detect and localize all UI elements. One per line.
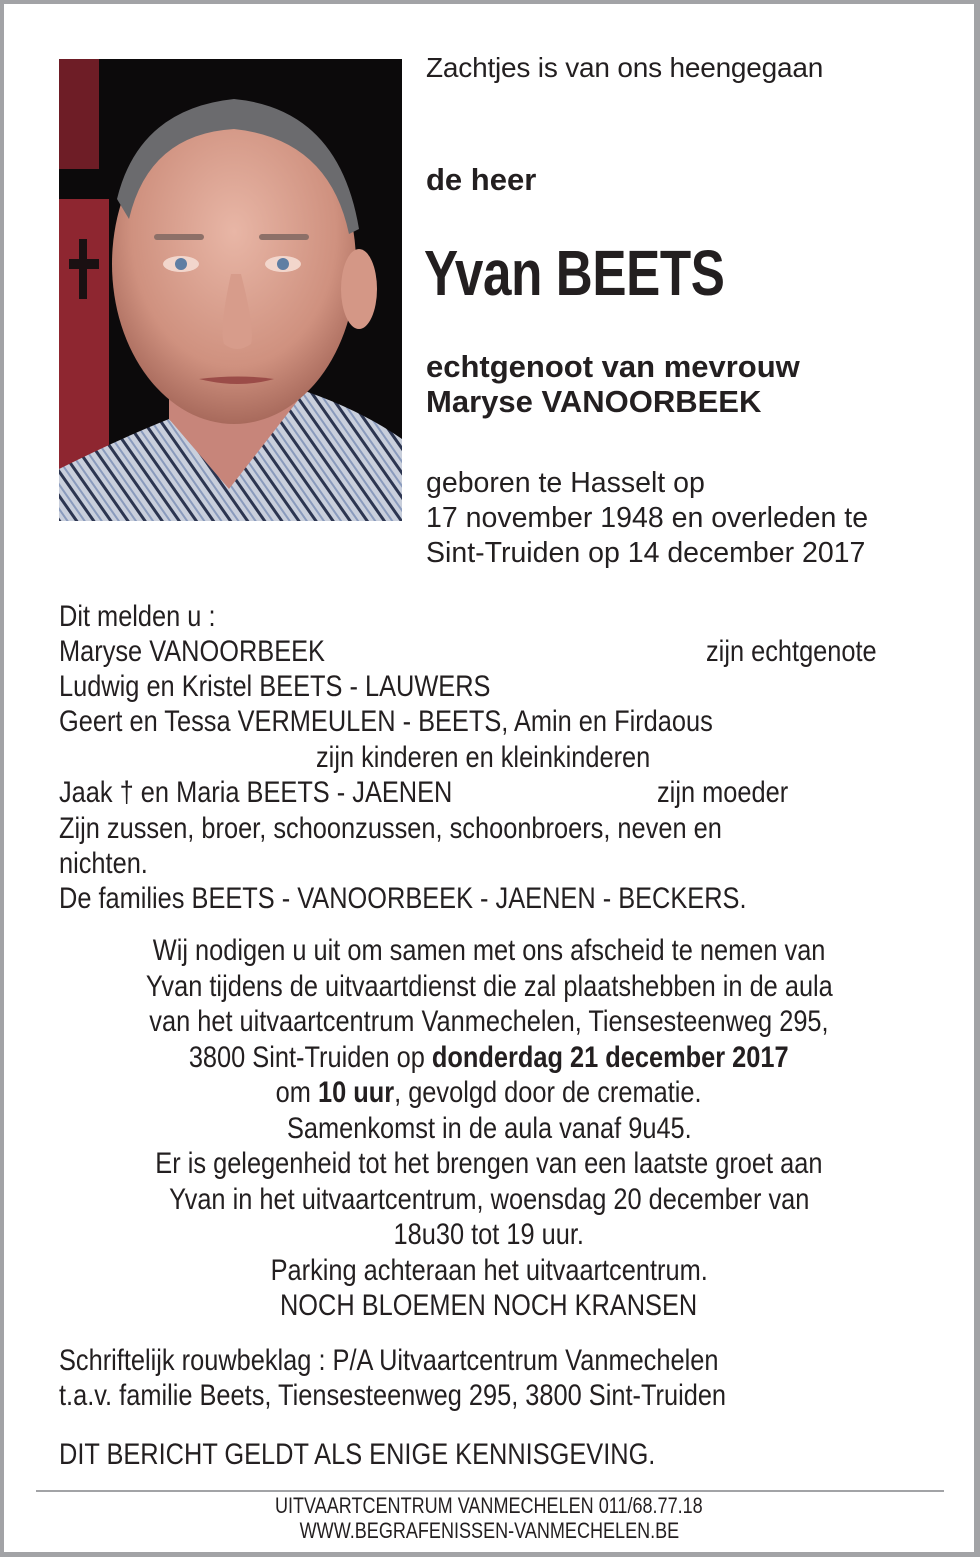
- family-row-name: Zijn zussen, broer, schoonzussen, schoonbroers, neven en: [59, 812, 722, 845]
- notice-statement: DIT BERICHT GELDT ALS ENIGE KENNISGEVING.: [59, 1438, 656, 1471]
- ceremony-time: 10 uur: [318, 1076, 395, 1109]
- ceremony-line: Parking achteraan het uitvaartcentrum.: [270, 1253, 708, 1287]
- family-row-name: Maryse VANOORBEEK: [59, 635, 325, 668]
- ceremony-line: Yvan in het uitvaartcentrum, woensdag 20 december van: [168, 1182, 810, 1216]
- birth-death-line: 17 november 1948 en overleden te: [426, 502, 869, 534]
- footer-divider: [36, 1490, 944, 1492]
- family-row-name: Geert en Tessa VERMEULEN - BEETS, Amin en Firdaous: [59, 705, 713, 738]
- ceremony-date-line: [189, 1040, 789, 1076]
- ceremony-line: Samenkomst in de aula vanaf 9u45.: [286, 1111, 692, 1145]
- ceremony-date-prefix: 3800 Sint-Truiden op: [189, 1040, 433, 1074]
- obituary-card: [4, 4, 974, 1552]
- ceremony-line: Er is gelegenheid tot het brengen van een laatste groet aan: [155, 1147, 823, 1180]
- condolence-address-line: t.a.v. familie Beets, Tiensesteenweg 295, 3800 Sint-Truiden: [59, 1379, 727, 1412]
- family-row-name: De families BEETS - VANOORBEEK - JAENEN - BECKERS.: [59, 882, 747, 915]
- ceremony-time-prefix: om: [276, 1076, 319, 1109]
- honorific: de heer: [426, 162, 537, 197]
- intro-text: Zachtjes is van ons heengegaan: [426, 52, 824, 83]
- deceased-name: Yvan BEETS: [424, 237, 725, 309]
- family-row-relation: zijn moeder: [657, 776, 789, 809]
- portrait-photo: [59, 59, 402, 521]
- ceremony-details: [59, 933, 919, 1324]
- family-row-name: nichten.: [59, 847, 148, 880]
- ceremony-line: Yvan tijdens de uitvaartdienst die zal plaatshebben in de aula: [145, 969, 833, 1003]
- funeral-home-footer: [4, 1493, 974, 1543]
- birth-death-info: [426, 466, 868, 571]
- ceremony-date: donderdag 21 december 2017: [432, 1040, 789, 1074]
- condolence-address-line: Schriftelijk rouwbeklag : P/A Uitvaartcentrum Vanmechelen: [59, 1344, 719, 1377]
- birth-death-line: Sint-Truiden op 14 december 2017: [426, 537, 866, 569]
- funeral-home-website: WWW.BEGRAFENISSEN-VANMECHELEN.BE: [299, 1518, 679, 1543]
- spouse-label: echtgenoot van mevrouw: [426, 349, 800, 384]
- family-row-relation: zijn kinderen en kleinkinderen: [316, 741, 651, 774]
- spouse-name: Maryse VANOORBEEK: [426, 384, 762, 419]
- family-row-relation: zijn echtgenote: [706, 635, 877, 668]
- birth-death-line: geboren te Hasselt op: [426, 467, 705, 499]
- family-header: Dit melden u :: [59, 600, 216, 633]
- funeral-home-phone: UITVAARTCENTRUM VANMECHELEN 011/68.77.18: [275, 1493, 703, 1518]
- ceremony-line: van het uitvaartcentrum Vanmechelen, Tiensesteenweg 295,: [149, 1005, 829, 1038]
- flowers-notice: NOCH BLOEMEN NOCH KRANSEN: [280, 1289, 698, 1322]
- family-row-name: Ludwig en Kristel BEETS - LAUWERS: [59, 670, 491, 703]
- family-row-name: Jaak † en Maria BEETS - JAENEN: [59, 776, 453, 809]
- ceremony-time-suffix: , gevolgd door de crematie.: [394, 1076, 702, 1109]
- ceremony-line: 18u30 tot 19 uur.: [393, 1218, 585, 1251]
- ceremony-line: Wij nodigen u uit om samen met ons afscheid te nemen van: [152, 934, 826, 967]
- ceremony-time-line: [276, 1075, 702, 1111]
